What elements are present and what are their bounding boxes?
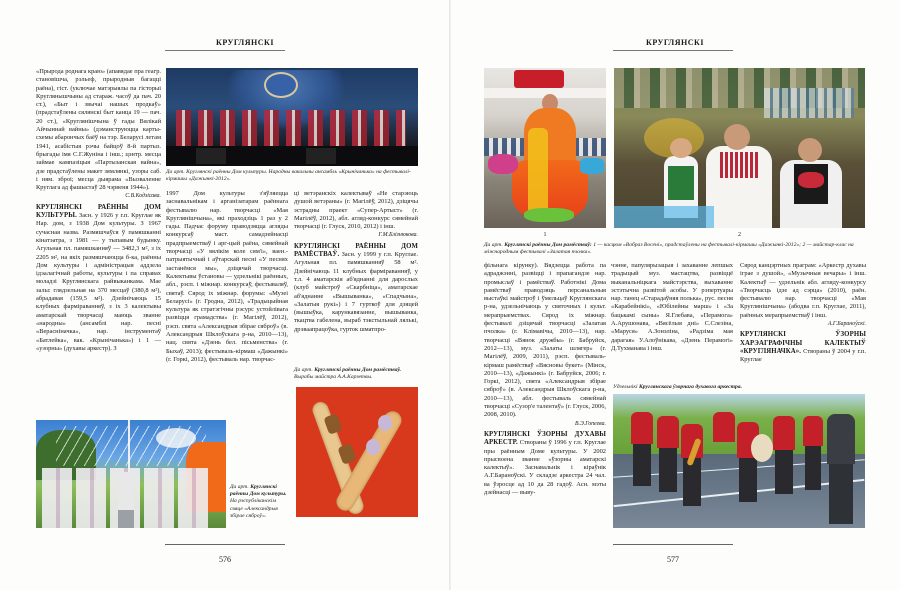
- right-column-1: [484, 262, 606, 497]
- paragraph: Засн. у 1926 у г.п. Круглае як Нар. дом, з 1938 Дом культуры. З 1967 сучасная назва. Размяшчаўся ў памяшканні кінатэатра, з 1981 — у тыпавым будынку. Агульная пл. памяшканняў — 3482,3 м², з іх 2205 м², на якіх размяшчаюцца б-ка, раённы Дом культуры і адміністрацыя аддзела ідэалагічнай работы, культуры і па справах моладзі Круглянскага райвыканкама. Мае залы: глядзельная на 370 месцаў (380,8 м²), абрадавая (159,5 м²). Дзейнічаюць 15 клубных фарміраванняў, з іх 3 калектывы аматарскай творчасці маюць званне «народны» (ансамблі нар. песні «Верасніначка», нар. інструментаў «Батлейка», вак. «Крынічанька») і 1 — «узорны» (духавы аркестр). З: [36, 212, 161, 352]
- maypole-photo-caption: [230, 484, 290, 520]
- paragraph: фільнага кірунку). Вядзецца работа па адраджэнні, развіцці і прапагандзе нар. промыслаў і рамёстваў. Работнікі Дома рамёстваў праводзяць персанальныя выстаўкі майстроў і ўмельцаў Круглянскага р-на, удзельнічаюць у святочных і культ. мерапрыемствах. Сярод іх міжнар. фестывалі дзіцячай творчасці «Залатая пчолка» (г. Клімавічы, 2010—13), нар. творчасці «Вянок дружбы» (г. Бабруйск, 2012—13), муз. «Залаты шлягер» (г. Магілёў, 2009, 2011), рэсп. фестываль-кірмаш рамёстваў «Вясновы букет» (Мінск, 2010—13), «Дажынкі» (г. Бабруйск, 2006; г. Горкі, 2012), свята «Александрыя збірае сяброў» (в. Александрыя Шклоўскага р-на, 2010—13), абл. фестываль сямейнай творчасці «Сузор'е талентаў» (г. Глуск, 2006, 2008, 2010).: [484, 262, 606, 419]
- article-heading: КРУГЛЯНСКІ ЎЗОРНЫ ДУХАВЫ АРКЕСТР.: [484, 430, 606, 447]
- caption-text: На рэспубліканскім свяце «Александрыя збірае сяброў».: [230, 498, 278, 519]
- left-column-2: [166, 190, 288, 364]
- carved-spoons-photo: [296, 387, 418, 517]
- caption-text: 1 — касцюм «Вобраз Восені», прадстаўлены на фестывалі-кірмашы «Дажынкі-2012»; 2 — майстар-клас на міжнародным фестывалі «Залатая пчолка».: [484, 242, 854, 256]
- photo-number: 1: [543, 232, 547, 238]
- caption-prefix: Да арт.: [230, 484, 249, 490]
- orchestra-photo-caption: [613, 384, 868, 391]
- right-column-2: [611, 262, 733, 353]
- article-heading: КРУГЛЯНСКІ ЎЗОРНЫ ХАРЭАГРАФІЧНЫ КАЛЕКТЫЎ «КРУГЛЯНАЧКА».: [740, 331, 866, 355]
- caption-bold: Круглянскі раённы Дом рамёстваў:: [504, 242, 592, 248]
- article-heading: КРУГЛЯНСКІ РАЁННЫ ДОМ КУЛЬТУРЫ.: [36, 203, 161, 220]
- author-signature: Г.М.Блізнюкова.: [378, 232, 418, 239]
- caption-text: Вырабы майстра А.А.Карзетвы.: [294, 374, 373, 381]
- caption-bold: Круглянскі раённы Дом рамёстваў.: [314, 367, 402, 373]
- header-rule: [165, 50, 285, 51]
- photo-number: 2: [738, 232, 741, 238]
- paragraph: Створаны ў 2004 у г.п. Круглае: [740, 347, 866, 364]
- article-entry: [36, 204, 161, 353]
- crafts-photos-caption: [484, 242, 874, 256]
- caption-bold: Круглянскі раённы Дом культуры.: [230, 484, 287, 498]
- caption-prefix: Да арт.: [294, 367, 313, 373]
- caption-bold: Круглянскага ўзорнага духавога аркестра.: [638, 384, 742, 390]
- article-entry: [484, 431, 606, 497]
- author-signature: С.В.Кодзісава.: [125, 193, 161, 200]
- left-column-3: [294, 190, 418, 334]
- article-heading: КРУГЛЯНСКІ РАЁННЫ ДОМ РАМЁСТВАЎ.: [294, 242, 418, 259]
- right-column-3: [740, 262, 866, 365]
- paragraph: чэнне, папулярызацыя і захаванне лепшых традыцый муз. мастацтва, развіццё выканальніцкага майстэрства, выхаванне эстэтычна развітой асобы. У рэпертуары нар. танец «Старадаўняя полька», рус. песня «Карабейнікі», «Юбілейны марш» і «За бацькамі сыны» Я.Глебава, «Перамога» А.Арушонава, «Вясёлыя дні» С.Слезіна, «Маруся» А.Зонэліна, «Радзіма мая дарагая» У.Алоўнікава, «Дзень Перамогі» Д.Тухманава і інш.: [611, 262, 733, 352]
- left-column-1: [36, 68, 161, 353]
- author-signature: А.Г.Бараноўскі.: [827, 321, 866, 328]
- running-head: КРУГЛЯНСКІ: [646, 38, 704, 47]
- paragraph: 1997 Дом культуры з'яўляецца заснавальнікам і арганізатарам раённага фестывалю нар. творчасці «Мая Круглянішчына», які праходзіць 1 раз у 2 гады. Падчас форуму праводзяцца агляды конкурсаў маст. самадзейнасці прадпрыемстваў і арг-цый раёна, сямейнай творчасці «У вялікім коле сям'і», ваен.-патрыятычнай і аўтарскай песні «У песнях застанёмся мы», дзіцячай творчасці. Калектывы ўстановы — удзельнікі раённых, абл., рэсп. і міжнар. конкурсаў, фестываляў, святаў. Сярод іх міжнар. форумы: «Музеі Беларусі» (г. Гродна, 2012), «Традыцыйная культура як стратэгічны рэсурс устойлівага развіцця грамадства» (г. Магілёў, 2012), рэсп. свята «Александрыя збірае сяброў» (в. Александрыя Шклоўскага р-на, 2010—13), нац. свята «Дзень бел. пісьменства» (г. Быхаў, 2013); фестываль-кірмаш «Дажынкі» (г. Горкі, 2012), фестываль нар. творчас-: [166, 190, 288, 363]
- author-signature: В.Э.Гопеева.: [575, 420, 606, 427]
- running-head: КРУГЛЯНСКІ: [216, 38, 274, 47]
- article-entry: [740, 331, 866, 364]
- caption-prefix: Удзельнікі: [613, 384, 638, 390]
- autumn-costume-photo: [484, 68, 606, 228]
- page-number: 576: [219, 555, 231, 564]
- spoons-photo-caption: [294, 367, 418, 381]
- brass-orchestra-photo: [613, 394, 865, 528]
- article-entry: [294, 243, 418, 334]
- paragraph: Засн. у 1999 у г.п. Круглае. Агульная пл. памяшканняў 58 м². Дзейнічаюць 11 клубных фарміраванняў, у т.л. 4 аматарскія аб'яднанні для дарослых (клуб майстроў «Скарбніца», аматарскае аб'яднанне «Вышыванка», «Спадчына», «Залатыя рукі») і 7 гурткоў для дзяцей (вышыўка, карункавязанне, вышыванка, ткацтва габелена, выраб тэкстыльнай лялькі, дрэваапрацоўка, гурток шматпро-: [294, 251, 418, 333]
- festival-maypole-photo: [36, 420, 226, 528]
- paragraph: «Прырода роднага краю» (апавядае пра геагр. становішча, рэльеф, прыродныя багацці раёна), гіст. (уключае матэрыялы па гісторыі Круглянышчыны ад стараж. часоў да пач. 20 ст.), «Быт і звычаі нашых продкаў» (прадстаўлены сялянскі быт канца 19 — пач. 20 ст.), «Круглянішчына ў гады Вялікай Айчыннай вайны» (дэманструюцца карты-схемы абарончых баёў на тэр. Беларусі летам 1941, асабістыя рэчы байцоў 8-й партыз. брыгады імя С.Г.Жуніна і інш.; цэнтр. месца займае кампазіцыя «Партызанская вайна», дзе прадстаўлены макет зямлянкі, узоры саб. і ням. зброі; месца дыярама «Вызваленне Круглага ад фашыстаў 28 чэрвеня 1944»).: [36, 68, 161, 192]
- master-class-photo: [614, 68, 865, 228]
- footer-rule: [613, 544, 733, 545]
- page-number: 577: [667, 555, 679, 564]
- paragraph: ці ветэранскіх калектываў «Не старэюць душой ветэраны» (г. Магілёў, 2012), дзіцячы эстрадны праект «Супер-Артыст» (г. Магілёў, 2012), абл. агляд-конкурс сямейнай творчасці (г. Глуск, 2010, 2012) і інш.: [294, 190, 418, 231]
- paragraph: Створаны ў 1996 у г.п. Круглае пры раённым Доме культуры. У 2002 прысвоена званне «ўзорны аматарскі калектыў». Заснавальнік і кіраўнік А.Г.Бараноўскі. У складзе аркестра 24 чал. ва ўзросце ад 10 да 28 гадоў. Асн. мэты дзейнасці — выву-: [484, 439, 606, 497]
- paragraph: Сярод канцэртных праграм: «Аркестр духавы іграе з душой», «Музычныя вечары» і інш. Калектыў — удзельнік абл. агляду-конкурсу «Творчасць ідзе ад сэрца» (2010), раён. фестывалю нар. творчасці «Мая Круглянішчына» (абодва г.п. Круглае, 2011), раённых мерапрыемстваў і інш.: [740, 262, 866, 319]
- header-rule: [613, 50, 733, 51]
- right-page: [450, 0, 900, 590]
- caption-prefix: Да арт.: [484, 242, 503, 248]
- footer-rule: [165, 544, 285, 545]
- stage-performance-photo: [166, 68, 418, 166]
- stage-photo-caption: Да арт. Круглянскі раённы Дом культуры. Народны вакальны ансамбль «Крынічанька» на фестывалі-кірмашы «Дажынкі-2012».: [166, 169, 411, 183]
